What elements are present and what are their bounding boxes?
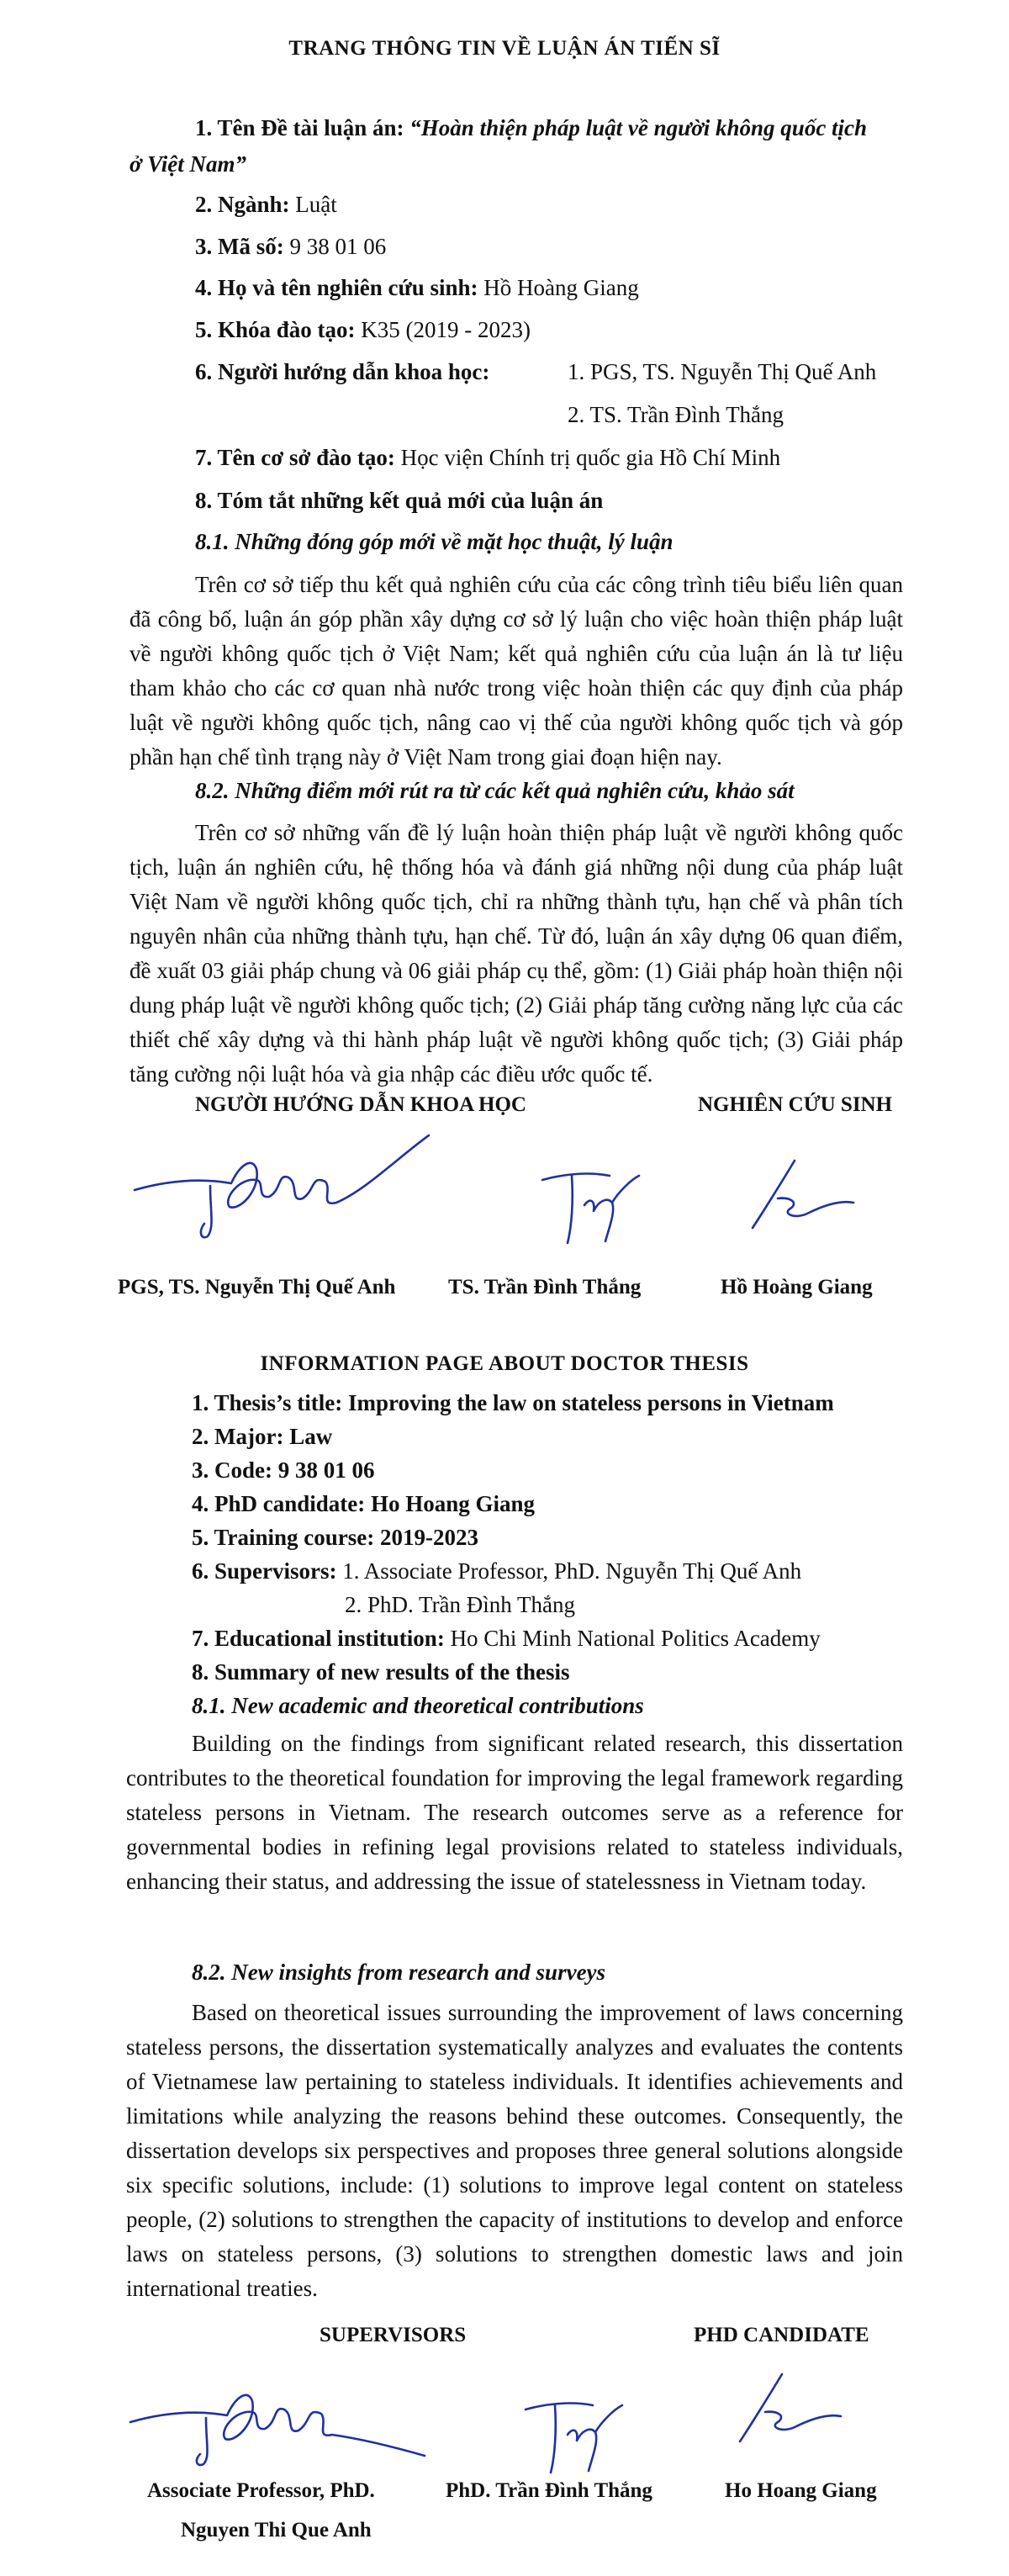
signature-supervisor-2-image: [538, 1159, 647, 1251]
en-course: 5. Training course: 2019-2023: [192, 1525, 478, 1550]
en-s82-heading: 8.2. New insights from research and surveys: [192, 1960, 606, 1985]
en-sig-name-3: Ho Hoang Giang: [725, 2479, 877, 2502]
vn-institution: [195, 445, 780, 471]
signature-supervisor-1-en-image: [126, 2363, 429, 2473]
en-supervisors: [192, 1558, 801, 1584]
signature-candidate-en-image: [732, 2370, 849, 2454]
vn-s81-heading: 8.1. Những đóng góp mới về mặt học thuật, lý luận: [195, 529, 674, 554]
vn-course: [195, 317, 531, 343]
en-sig-name-1a: Associate Professor, PhD.: [147, 2479, 375, 2502]
en-institution-value: Ho Chi Minh National Politics Academy: [450, 1626, 821, 1651]
en-s81-text: Building on the findings from significant related research, this dissertation contributes to the theoretical foundation for improving the legal framework regarding stateless persons in Vietnam. The research outcomes serve as a reference for governmental bodies in refining legal provisions related to stateless individuals, enhancing their status, and addressing the issue of statelessness in Vietnam today.: [126, 1731, 903, 1894]
en-sig-name-2: PhD. Trần Đình Thắng: [446, 2479, 652, 2502]
vn-summary-label: 8. Tóm tắt những kết quả mới của luận án: [195, 488, 604, 513]
vn-supervisor-label: 6. Người hướng dẫn khoa học:: [195, 359, 490, 384]
en-major: 2. Major: Law: [192, 1424, 333, 1449]
en-supervisor-2: 2. PhD. Trần Đình Thắng: [345, 1592, 576, 1617]
vn-course-label: 5. Khóa đào tạo:: [195, 317, 362, 342]
vn-major: [195, 192, 337, 218]
vn-topic-line-2: ở Việt Nam”: [129, 151, 246, 177]
en-page-title: INFORMATION PAGE ABOUT DOCTOR THESIS: [260, 1352, 749, 1375]
vn-supervisor-1: 1. PGS, TS. Nguyễn Thị Quế Anh: [568, 359, 877, 384]
vn-code: [195, 234, 386, 260]
vn-major-label: 2. Ngành:: [195, 192, 296, 217]
vn-course-value: K35 (2019 - 2023): [361, 317, 531, 342]
vn-major-value: Luật: [295, 192, 337, 217]
en-thesis-title: 1. Thesis’s title: Improving the law on stateless persons in Vietnam: [192, 1390, 834, 1415]
en-institution-label: 7. Educational institution:: [192, 1626, 451, 1651]
vn-candidate: [195, 275, 639, 301]
signature-candidate-image: [744, 1156, 862, 1240]
en-sig-candidate-heading: PHD CANDIDATE: [694, 2324, 869, 2346]
en-candidate: 4. PhD candidate: Ho Hoang Giang: [192, 1491, 536, 1516]
en-institution: [192, 1626, 821, 1652]
vn-sig-name-3: Hồ Hoàng Giang: [721, 1276, 873, 1299]
en-s81-heading: 8.1. New academic and theoretical contributions: [192, 1693, 644, 1718]
en-code: 3. Code: 9 38 01 06: [192, 1457, 375, 1483]
vn-institution-value: Học viện Chính trị quốc gia Hồ Chí Minh: [400, 445, 781, 470]
vn-supervisor-2: 2. TS. Trần Đình Thắng: [568, 402, 784, 427]
vn-topic-value: “Hoàn thiện pháp luật về người không quốc tịch: [409, 115, 868, 140]
vn-sig-supervisor-heading: NGƯỜI HƯỚNG DẪN KHOA HỌC: [195, 1093, 526, 1116]
vn-sig-candidate-heading: NGHIÊN CỨU SINH: [698, 1093, 893, 1116]
vn-s82-heading: 8.2. Những điểm mới rút ra từ các kết quả nghiên cứu, khảo sát: [195, 778, 795, 803]
vn-page-title: TRANG THÔNG TIN VỀ LUẬN ÁN TIẾN SĨ: [288, 37, 721, 60]
vn-candidate-value: Hồ Hoàng Giang: [483, 275, 639, 300]
vn-s82-text: Trên cơ sở những vấn đề lý luận hoàn thiện pháp luật về người không quốc tịch, luận án nghiên cứu, hệ thống hóa và đánh giá những nội dung của pháp luật Việt Nam về người không quốc tịch, chỉ ra những thành tựu, hạn chế và phân tích nguyên nhân của những thành tựu, hạn chế. Từ đó, luận án xây dựng 06 quan điểm, đề xuất 03 giải pháp chung và 06 giải pháp cụ thể, gồm: (1) Giải pháp hoàn thiện nội dung pháp luật về người không quốc tịch; (2) Giải pháp tăng cường năng lực của các thiết chế xây dựng và thi hành pháp luật về người không quốc tịch; (3) Giải pháp tăng cường nội luật hóa và gia nhập các điều ước quốc tế.: [129, 820, 903, 1087]
vn-topic-label: 1. Tên Đề tài luận án:: [195, 115, 410, 140]
signature-supervisor-2-en-image: [521, 2388, 631, 2481]
vn-sig-name-2: TS. Trần Đình Thắng: [448, 1276, 642, 1299]
vn-sig-name-1: PGS, TS. Nguyễn Thị Quế Anh: [118, 1276, 396, 1299]
vn-institution-label: 7. Tên cơ sở đào tạo:: [195, 445, 401, 470]
vn-candidate-label: 4. Họ và tên nghiên cứu sinh:: [195, 275, 484, 300]
en-sig-supervisor-heading: SUPERVISORS: [320, 2324, 467, 2346]
vn-code-label: 3. Mã số:: [195, 234, 290, 259]
en-supervisor-1: 1. Associate Professor, PhD. Nguyễn Thị Quế Anh: [342, 1558, 802, 1584]
en-summary-label: 8. Summary of new results of the thesis: [192, 1659, 570, 1685]
signature-supervisor-1-image: [130, 1131, 433, 1257]
vn-code-value: 9 38 01 06: [289, 234, 387, 259]
en-sig-name-1b: Nguyen Thi Que Anh: [181, 2519, 372, 2542]
vn-s81-text: Trên cơ sở tiếp thu kết quả nghiên cứu của các công trình tiêu biểu liên quan đã công bố, luận án góp phần xây dựng cơ sở lý luận cho việc hoàn thiện pháp luật về người không quốc tịch ở Việt Nam; kết quả nghiên cứu của luận án là tư liệu tham khảo cho các cơ quan nhà nước trong việc hoàn thiện các quy định của pháp luật về người không quốc tịch, nâng cao vị thế của người không quốc tịch và góp phần hạn chế tình trạng này ở Việt Nam trong giai đoạn hiện nay.: [129, 572, 903, 770]
en-supervisors-label: 6. Supervisors:: [192, 1558, 343, 1584]
vn-topic-line-1: [195, 115, 867, 141]
en-s82-text: Based on theoretical issues surrounding the improvement of laws concerning stateless persons, the dissertation systematically analyzes and evaluates the contents of Vietnamese law pertaining to stateless individuals. It identifies achievements and limitations while analyzing the reasons behind these outcomes. Consequently, the dissertation develops six perspectives and proposes three general solutions alongside six specific solutions, include: (1) solutions to improve legal content on stateless people, (2) solutions to strengthen the capacity of institutions to develop and enforce laws on stateless persons, (3) solutions to strengthen domestic laws and join international treaties.: [126, 2000, 903, 2301]
